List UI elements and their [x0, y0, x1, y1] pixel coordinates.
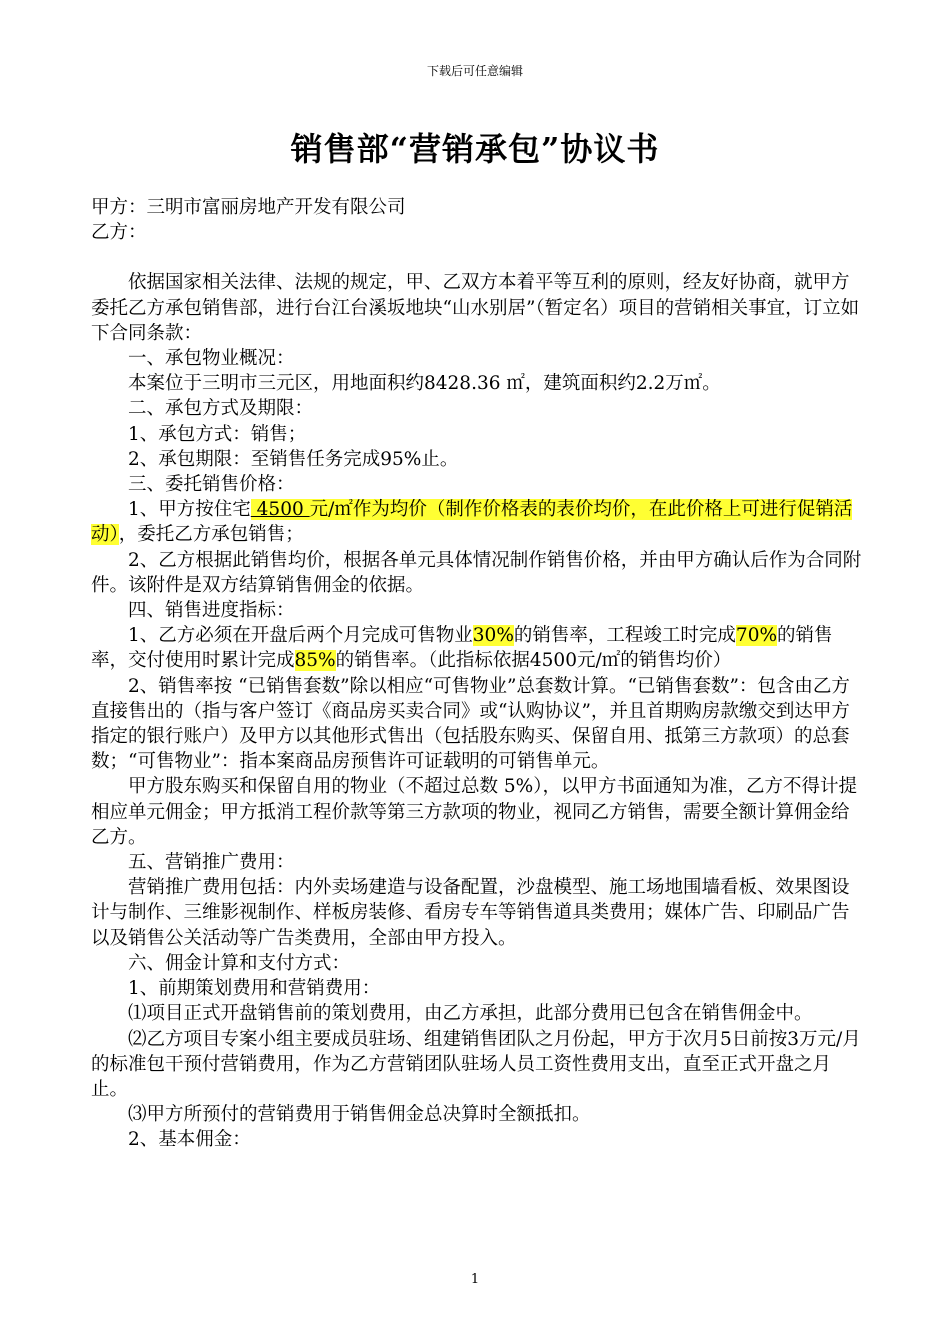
s4-text-b: 的销售率，工程竣工时完成	[513, 625, 736, 647]
party-a: 甲方：三明市富丽房地产开发有限公司	[91, 197, 406, 218]
document-body	[91, 195, 866, 1153]
party-b: 乙方：	[91, 222, 147, 244]
s3-item1-pre: 1、甲方按住宅	[128, 499, 251, 521]
section-2-item-2: 2、承包期限：至销售任务完成95%止。	[128, 448, 459, 470]
section-6-para-1: ⑴项目正式开盘销售前的策划费用，由乙方承担，此部分费用已包含在销售佣金中。	[128, 1003, 813, 1025]
section-2-heading: 二、承包方式及期限：	[128, 398, 314, 420]
section-3-heading: 三、委托销售价格：	[128, 474, 295, 496]
section-3-item-2: 2、乙方根据此销售均价，根据各单元具体情况制作销售价格，并由甲方确认后作为合同附件。该附件是双方结算销售佣金的依据。	[91, 549, 862, 596]
s4-text-c: 的销售率，交付使用时累计完成	[91, 625, 833, 672]
section-6-item-2: 2、基本佣金：	[128, 1129, 251, 1151]
section-5-heading: 五、营销推广费用：	[128, 852, 295, 874]
section-4-item-3: 甲方股东购买和保留自用的物业（不超过总数 5%），以甲方书面通知为准，乙方不得计提相应单元佣金；甲方抵消工程价款等第三方款项的物业，视同乙方销售，需要全额计算佣金给乙方。	[91, 776, 857, 848]
price-value: 4500	[250, 499, 310, 521]
page-header: 下载后可任意编辑	[426, 64, 523, 78]
section-1-text: 本案位于三明市三元区，用地面积约8428.36 ㎡，建筑面积约2.2万㎡。	[128, 373, 721, 395]
intro-paragraph: 依据国家相关法律、法规的规定，甲、乙双方本着平等互利的原则，经友好协商，就甲方委托乙方承包销售部，进行台江台溪坂地块“山水别居”（暂定名）项目的营销相关事宜，订立如下合同条款：	[91, 272, 860, 344]
s4-text-d: 的销售率。（此指标依据4500元/㎡的销售均价）	[335, 650, 732, 672]
section-6-item-1: 1、前期策划费用和营销费用：	[128, 978, 381, 1000]
section-5-text: 营销推广费用包括：内外卖场建造与设备配置，沙盘模型、施工场地围墙看板、效果图设计与制作、三维影视制作、样板房装修、看房专车等销售道具类费用；媒体广告、印刷品广告以及销售公关活动等广告类费用，全部由甲方投入。	[91, 877, 850, 949]
page-number: 1	[470, 1272, 480, 1287]
section-4-heading: 四、销售进度指标：	[128, 600, 295, 622]
section-4-item-1	[91, 623, 866, 673]
section-6-heading: 六、佣金计算和支付方式：	[128, 952, 351, 974]
section-1-heading: 一、承包物业概况：	[128, 348, 295, 370]
s4-text-a: 1、乙方必须在开盘后两个月完成可售物业	[128, 625, 473, 647]
document-title: 销售部“营销承包”协议书	[290, 130, 660, 168]
section-6-para-3: ⑶甲方所预付的营销费用于销售佣金总决算时全额抵扣。	[128, 1104, 591, 1126]
s3-item1-post: ，委托乙方承包销售；	[118, 524, 304, 546]
pct-85-highlight: 85%	[294, 650, 336, 672]
price-note-highlight: 元/㎡作为均价（制作价格表的表价均价，在此价格上可进行促销活动）	[91, 499, 853, 546]
section-3-item-1	[91, 497, 866, 547]
section-6-para-2: ⑵乙方项目专案小组主要成员驻场、组建销售团队之月份起，甲方于次月5日前按3万元/月的标准包干预付营销费用，作为乙方营销团队驻场人员工资性费用支出，直至正式开盘之月止。	[91, 1028, 861, 1100]
pct-30-highlight: 30%	[472, 625, 514, 647]
section-4-item-2: 2、销售率按 “已销售套数”除以相应“可售物业”总套数计算。“已销售套数”：包含由乙方直接售出的（指与客户签订《商品房买卖合同》或“认购协议”，并且首期购房款缴交到达甲方指定的银行账户）及甲方以其他形式售出（包括股东购买、保留自用、抵第三方款项）的总套数；“可售物业”：指本案商品房预售许可证载明的可销售单元。	[91, 675, 850, 773]
section-2-item-1: 1、承包方式：销售；	[128, 423, 307, 445]
pct-70-highlight: 70%	[735, 625, 778, 647]
